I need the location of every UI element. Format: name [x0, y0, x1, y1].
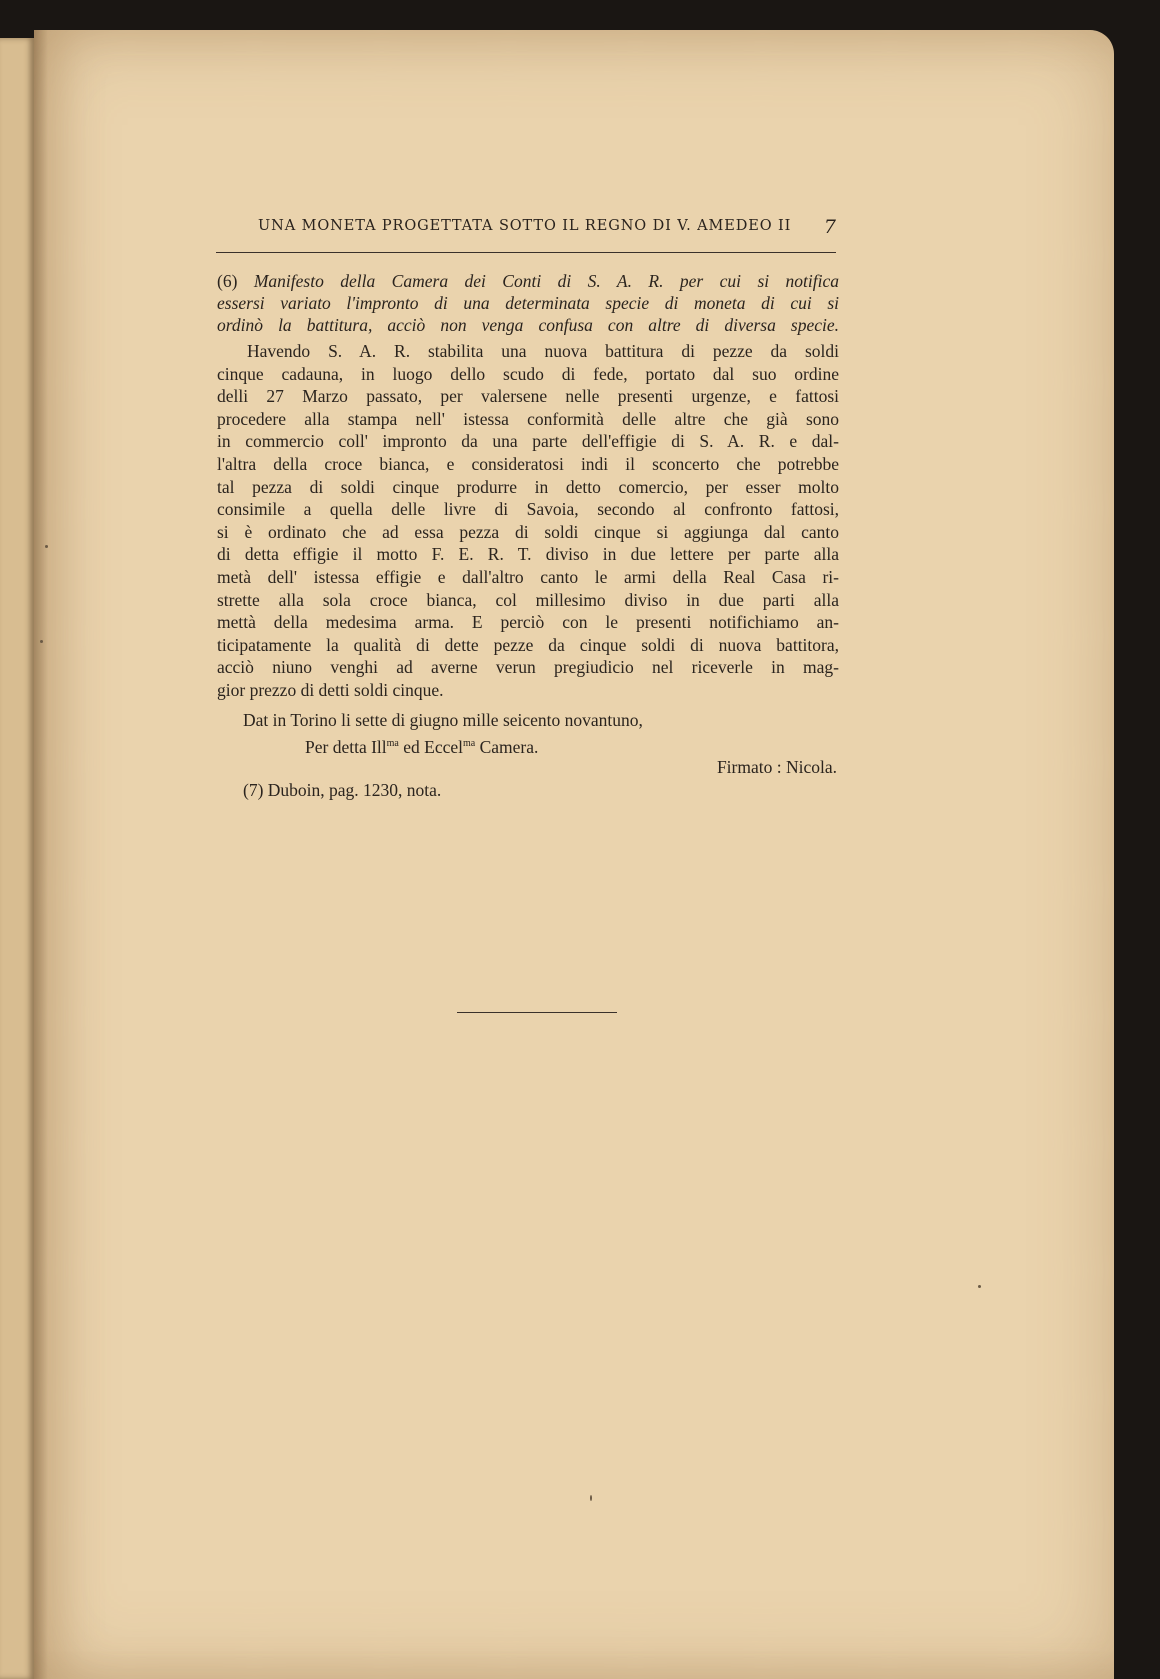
gutter-shadow	[34, 30, 48, 1679]
end-rule	[457, 1012, 617, 1013]
note-6-heading	[217, 270, 839, 336]
note-7: (7) Duboin, pag. 1230, nota.	[243, 779, 442, 800]
note-6-number: (6)	[217, 271, 238, 291]
note-6-heading-line: (6) Manifesto della Camera dei Conti di S. A. R. per cui si notifica	[217, 271, 840, 291]
signature-line: Firmato : Nicola.	[716, 756, 837, 777]
body-line: mettà della medesima arma. E perciò con le presenti notifichiamo an-	[217, 612, 839, 633]
body-line: gior prezzo di detti soldi cinque.	[217, 679, 444, 700]
body-line: ticipatamente la qualità di dette pezze da cinque soldi di nuova battitora,	[217, 634, 839, 655]
body-line: acciò niuno venghi ad averne verun pregiudicio nel riceverle in mag-	[217, 657, 839, 678]
left-page-edge	[0, 38, 34, 1679]
page-number: 7	[823, 216, 836, 238]
issuer-line: Per detta Ill$^{ma}$ ed Eccel$^{ma}$ Camera.	[305, 736, 539, 757]
body-line: delli 27 Marzo passato, per valersene nelle presenti urgenze, e fattosi	[217, 386, 839, 407]
paper-speck	[40, 640, 43, 643]
body-line: metà dell' istessa effigie e dall'altro canto le armi della Real Casa ri-	[217, 566, 839, 587]
body-line: procedere alla stampa nell' istessa conformità delle altre che già sono	[217, 408, 839, 429]
note-6-heading-line: ordinò la battitura, acciò non venga confusa con altre di diversa specie.	[217, 315, 839, 335]
body-line: cinque cadauna, in luogo dello scudo di fede, portato dal suo ordine	[217, 363, 839, 384]
body-line: in commercio coll' impronto da una parte dell'effigie di S. A. R. e dal-	[217, 431, 839, 452]
note-6-heading-line: essersi variato l'impronto di una determinata specie di moneta di cui si	[217, 293, 839, 313]
body-line: strette alla sola croce bianca, col millesimo diviso in due parti alla	[217, 589, 839, 610]
page-header	[216, 216, 836, 246]
body-line: di detta effigie il motto F. E. R. T. diviso in due lettere per parte alla	[217, 544, 839, 565]
body-line: si è ordinato che ad essa pezza di soldi cinque si aggiunga dal canto	[217, 521, 839, 542]
dated-line: Dat in Torino li sette di giugno mille seicento novantuno,	[243, 709, 643, 730]
body-line: l'altra della croce bianca, e consideratosi indi il sconcerto che potrebbe	[217, 453, 839, 474]
body-line: tal pezza di soldi cinque produrre in detto comercio, per esser molto	[217, 476, 839, 497]
note-6-body	[217, 340, 839, 702]
footnote-block	[217, 270, 839, 801]
body-line: consimile a quella delle livre di Savoia, secondo al confronto fattosi,	[217, 499, 839, 520]
running-head: UNA MONETA PROGETTATA SOTTO IL REGNO DI V. AMEDEO II	[258, 218, 792, 234]
paper-speck	[590, 1495, 592, 1501]
body-line: Havendo S. A. R. stabilita una nuova battitura di pezze da soldi	[247, 341, 839, 361]
paper-speck	[978, 1285, 981, 1288]
paper-speck	[45, 545, 48, 548]
header-rule	[216, 252, 836, 253]
